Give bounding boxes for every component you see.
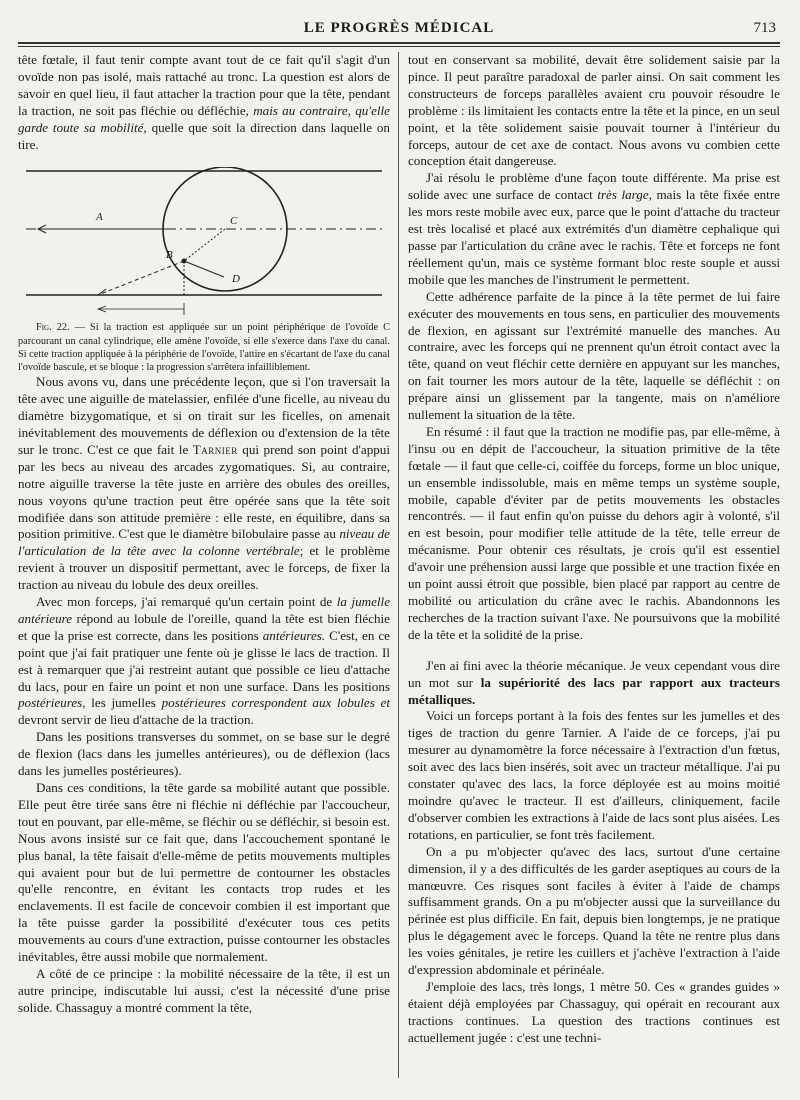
- label-c: C: [230, 215, 238, 228]
- column-divider: [398, 52, 399, 1078]
- paragraph: tête fœtale, il faut tenir compte avant tout de ce fait qu'il s'agit d'un ovoïde non pas isolé, mais rattaché au tronc. La question est alors de savoir en quel lieu, il faut attacher la traction pour que la tête, pendant la traction, ne soit pas fléchie ou défléchie, mais au contraire, qu'elle garde toute sa mobilité, quelle que soit la direction dans laquelle on tire.: [18, 52, 390, 152]
- paragraph: tout en conservant sa mobilité, devait être solidement saisie par la pince. Il peut paraître paradoxal de parler ainsi. On sait comment les constructeurs de forceps parallèles avaient cru pouvoir résoudre le problème : ils limitaient les contacts entre la tête et la pince, en un seul point, et la tête solidement saisie pouvait tourner à l'intérieur du forceps, autour de cet axe de contact. Nous avons vu combien cette conception était dangereuse.: [408, 52, 780, 169]
- paragraph: Nous avons vu, dans une précédente leçon, que si l'on traversait la tête avec une aiguille de matelassier, enfilée d'une ficelle, au niveau du diamètre bizygomatique, et si on tirait sur les ficelles, on amenait inévitablement des mouvements de déflexion ou d'extension de la tête sur le tronc. C'est ce que fait le Tarnier qui prend son point d'appui par les becs au niveau des arcades zygomatiques. Si, au contraire, notre aiguille traverse la tête juste en arrière des obules des oreilles, nous voyons qu'une traction peut être opérée sans que la tête soit modifiée dans son attitude première : elle reste, en équilibre, dans sa position primitive. C'est que le diamètre bilobulaire passe au niveau de l'articulation de la tête avec la colonne vertébrale; et le problème revient à trouver un dispositif permettant, avec le forceps, de fixer la traction au niveau du lobule des deux oreilles.: [18, 374, 390, 593]
- figure-caption: Fig. 22. — Si la traction est appliquée sur un point périphérique de l'ovoïde C parcourant un canal cylindrique, elle amène l'ovoïde, si elle s'exerce dans l'axe du canal. Si cette traction appliquée à la périphérie de l'ovoïde, l'attire en s'écartant de l'axe du canal l'ovoïde bascule, et se bloque : la progression s'arrêtera infailliblement.: [18, 322, 391, 374]
- header-rule-thin: [18, 46, 780, 47]
- traction-point: [182, 259, 187, 264]
- radius-line: [184, 229, 225, 261]
- paragraph: Avec mon forceps, j'ai remarqué qu'un certain point de la jumelle antérieure répond au lobule de l'oreille, quand la tête est bien fléchie et que la prise est correcte, dans les positions antérieures. C'est, en ce point que j'ai fait pratiquer une fente où je glisse le lacs de traction. Il est à remarquer que j'ai restreint autant que possible ce lieu d'attache du lacs, pour en faire un point et non une surface. Dans les positions postérieures, les jumelles postérieures correspondent aux lobules et devront servir de lieu d'attache de la traction.: [18, 594, 391, 728]
- oblique-arrow-head: [98, 289, 108, 295]
- page-header: [18, 14, 780, 38]
- left-column: [18, 52, 390, 1017]
- label-d: D: [232, 273, 240, 286]
- label-b: B: [166, 249, 173, 262]
- paragraph: On a pu m'objecter qu'avec des lacs, surtout d'une certaine dimension, il y a des difficultés de les garder aseptiques au cours de la manœuvre. Ces risques sont faciles à éviter à l'aide de champs suffisamment grands. On a pu m'objecter aussi que la surveillance du périnée est plus difficile. En fait, depuis bien longtemps, je ne pratique plus le dégagement avec le forceps. Quand la tête ne rentre plus dans les voies génitales, je retire les cuillers et j'achève l'extraction à l'aide d'expression abdominale et périnéale.: [408, 843, 780, 978]
- paragraph: Cette adhérence parfaite de la pince à la tête permet de lui faire exécuter des mouvements en tous sens, en particulier des mouvements de flexion, en agissant sur l'extrémité manuelle des manches. Au contraire, avec les forceps qui ne prennent qu'un étroit contact avec la tête, quand on veut fléchir cette dernière en appuyant sur les manches, on fait tourner les mors autour de la tête, laquelle se défléchit : on prépare ainsi un glissement par la tangente, mais on n'améliore nullement la situation de la tête.: [408, 288, 780, 423]
- label-a: A: [96, 211, 103, 224]
- oblique-traction: [98, 261, 184, 295]
- figure-22: [18, 167, 390, 317]
- figure-diagram: [18, 167, 390, 317]
- paragraph: En résumé : il faut que la traction ne modifie pas, par elle-même, à l'insu ou en dépit de l'accoucheur, la situation primitive de la tête fœtale — il faut que celle-ci, coiffée du forceps, forme un bloc unique, un ensemble indissoluble, mais en même temps un système souple, mobile, capable d'éviter par de petits mouvements les obstacles rencontrés. — il faut enfin qu'on puisse du dehors agir à volonté, s'il en est besoin, pour modifier telle attitude de la tête, telle erreur de mécanisme. Pour obtenir ces résultats, je crois qu'il est essentiel d'avoir une préhension aussi large que possible et une traction fixée en un point aussi étroit que possible, bien placé par rapport au centre de mobilité ou articulation du crâne avec le rachis. Abandonnons les recherches de la traction suivant l'axe. Ne poursuivons que la mobilité de la tête et la solidité de la prise.: [408, 423, 780, 642]
- journal-title: LE PROGRÈS MÉDICAL: [303, 20, 495, 36]
- paragraph: Dans ces conditions, la tête garde sa mobilité autant que possible. Elle peut être tirée sans être ni fléchie ni défléchie par l'accoucheur, tout en pouvant, par elle-même, se fléchir ou se défléchir, si besoin est. Nous avons insisté sur ce fait que, dans l'accouchement spontané le plus banal, la tête faisait d'elle-même de petits mouvements multiples qui avaient pour but de lui permettre de contourner les obstacles qu'elle rencontre, en évitant les contacts trop rudes et les enclavements. Il est facile de concevoir combien il est important que la tête puisse garder la possibilité d'exécuter tous ces petits mouvements au cours d'une extraction, puisse contourner les obstacles inévitables, être aussi mobile que normalement.: [18, 780, 390, 965]
- paragraph: Dans les positions transverses du sommet, on se base sur le degré de flexion (lacs dans les jumelles antérieures), ou de déflexion (lacs dans les jumelles postérieures).: [18, 729, 390, 779]
- page-number: 713: [753, 20, 776, 36]
- paragraph: A côté de ce principe : la mobilité nécessaire de la tête, il est un autre principe, indiscutable lui aussi, c'est la nécessité d'une prise solide. Chassaguy a montré comment la tête,: [18, 965, 390, 1015]
- header-rule: [18, 42, 780, 44]
- arrow-d-line: [184, 261, 224, 277]
- paragraph: J'ai résolu le problème d'une façon toute différente. Ma prise est solide avec une surface de contact très large, mais la tête fixée entre les mors reste mobile avec eux, parce que le point d'attache du tracteur est très localisé et placé aux extrémités d'un diamètre cephalique qui passe par l'articulation du crâne avec le rachis. Tête et forceps ne font réellement qu'un, mais ce système formant bloc reste souple et aussi mobile que les manches de l'instrument le permettent.: [408, 170, 780, 287]
- paragraph: Voici un forceps portant à la fois des fentes sur les jumelles et des tiges de traction du genre Tarnier. A l'aide de ce forceps, j'ai pu mesurer au dynamomètre la force nécessaire à l'extraction d'un fœtus, soit avec des lacs bien insérés, soit avec un tracteur métallique. J'ai pu constater qu'avec des lacs, la force déployée est au moins moitié moindre qu'avec le tracteur. Il est d'ailleurs, cliniquement, facile d'observer combien les extractions à l'aide de lacs sont plus aisées. Les rotations, en particulier, se font très facilement.: [408, 708, 780, 842]
- paragraph: J'emploie des lacs, très longs, 1 mètre 50. Ces « grandes guides » étaient déjà employées par Chassaguy, qui opérait en recourant aux tractions continues. La question des tractions continues est actuellement jugée : c'est une techni-: [408, 978, 780, 1045]
- paragraph: J'en ai fini avec la théorie mécanique. Je veux cependant vous dire un mot sur la supériorité des lacs par rapport aux tracteurs métalliques.: [408, 657, 780, 707]
- right-column: [408, 52, 780, 1047]
